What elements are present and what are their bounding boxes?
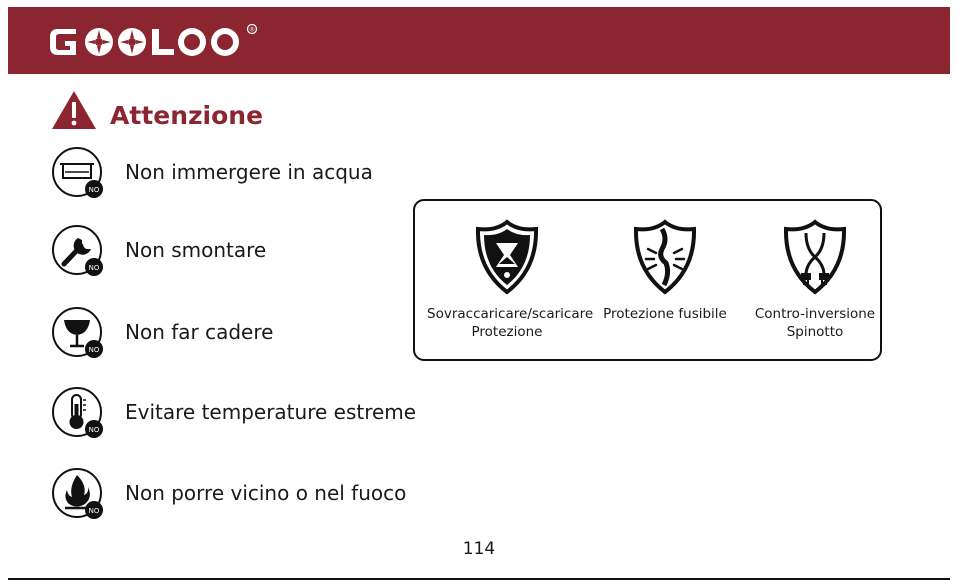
fire-icon (51, 467, 105, 523)
page-number: 114 (462, 539, 496, 559)
no-water-immersion-icon (51, 146, 105, 202)
prohibition-item (51, 467, 411, 523)
thermometer-icon (51, 386, 105, 442)
protection-item (427, 219, 594, 349)
prohibition-label: Non smontare (125, 238, 267, 262)
svg-text:NO: NO (88, 186, 100, 194)
prohibition-label: Non porre vicino o nel fuoco (125, 481, 407, 505)
overcharge-shield-icon (474, 219, 540, 295)
protection-caption: Contro-inversione Spinotto (754, 306, 876, 340)
fragile-glass-icon (51, 306, 105, 362)
no-disassemble-wrench-icon (51, 224, 105, 280)
svg-text:NO: NO (88, 264, 100, 272)
protection-caption: Sovraccaricare/scaricare Protezione (427, 306, 594, 340)
footer-divider (8, 578, 950, 580)
warning-title: Attenzione (110, 101, 264, 130)
prohibition-item (51, 386, 417, 442)
header-bar (8, 7, 950, 74)
reverse-polarity-shield-icon (782, 219, 848, 295)
prohibition-label: Evitare temperature estreme (125, 400, 417, 424)
fuse-shield-icon (632, 219, 698, 295)
gooloo-logo (46, 21, 266, 63)
protection-item (585, 219, 745, 349)
protection-caption: Protezione fusibile (603, 306, 727, 322)
warning-triangle-icon (51, 90, 97, 130)
svg-text:NO: NO (88, 507, 100, 515)
prohibition-label: Non far cadere (125, 320, 274, 344)
svg-text:NO: NO (88, 346, 100, 354)
protection-panel (413, 199, 882, 361)
prohibition-item (51, 224, 411, 280)
prohibition-item (51, 306, 411, 362)
svg-text:NO: NO (88, 426, 100, 434)
prohibition-label: Non immergere in acqua (125, 160, 373, 184)
svg-text:®: ® (248, 25, 256, 34)
prohibition-item (51, 146, 411, 202)
protection-item (735, 219, 895, 349)
